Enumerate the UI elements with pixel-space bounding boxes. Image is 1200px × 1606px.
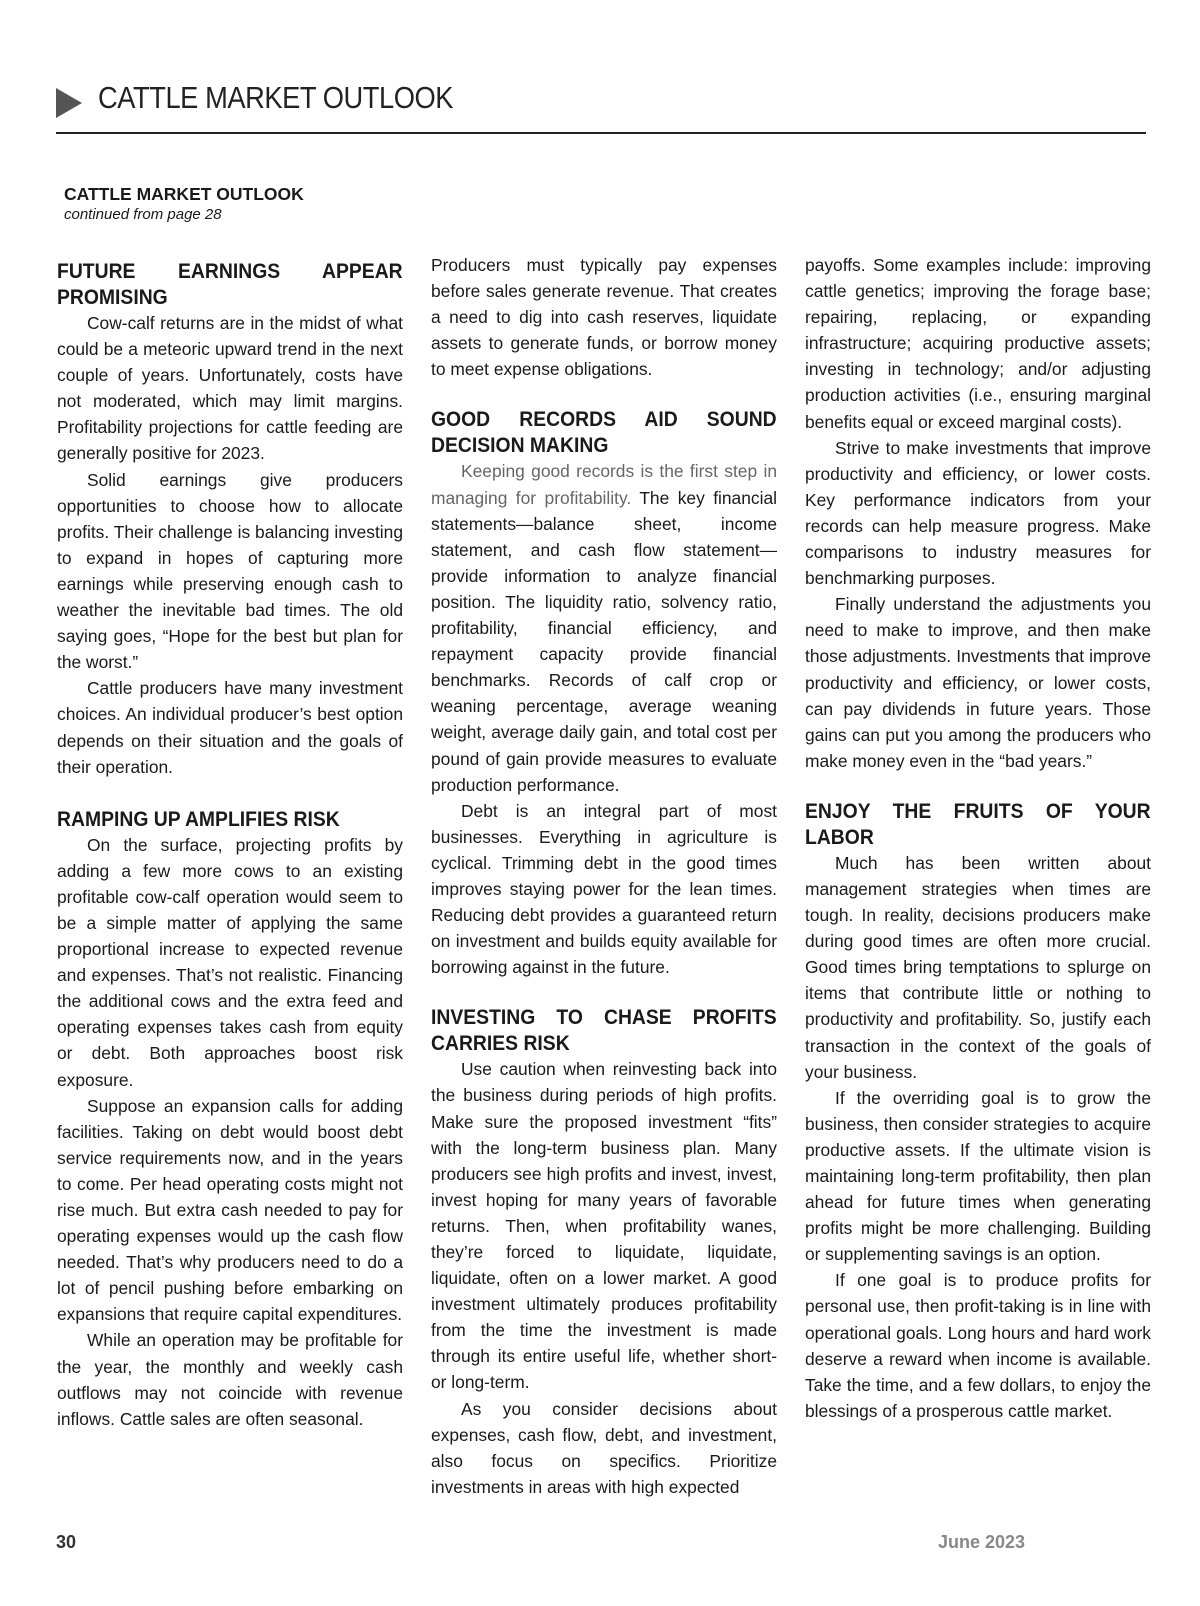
paragraph: As you consider decisions about expenses, cash flow, debt, and investment, also focus on specifics. Prioritize investments in areas with high expected (431, 1398, 777, 1497)
triangle-bullet-icon (56, 88, 82, 118)
continued-page-ref: continued from page 28 (64, 206, 222, 223)
continued-note (64, 184, 304, 223)
heading-investing-risk: INVESTING TO CHASE PROFITS CARRIES RISK (431, 1005, 777, 1056)
heading-future-earnings: FUTURE EARNINGS APPEAR PROMISING (57, 259, 403, 309)
section-title: CATTLE MARKET OUTLOOK (98, 80, 454, 115)
heading-good-records: GOOD RECORDS AID SOUND DECISION MAKING (431, 407, 777, 458)
continued-heading: CATTLE MARKET OUTLOOK (64, 184, 304, 204)
highlighted-sentence: Keeping good records is the first step in managing for profitability. (431, 461, 777, 508)
page-number: 30 (56, 1532, 77, 1552)
paragraph-rest: The key financial statements—balance sheet, income statement, and cash flow statement—provide information to analyze financial position. The liquidity ratio, solvency ratio, profitability, financial efficiency, and repayment capacity provide financial benchmarks. Records of calf crop or weaning percentage, average weaning weight, average daily gain, and total cost per pound of gain provide measures to evaluate production performance. (431, 487, 777, 795)
paragraph: Debt is an integral part of most businesses. Everything in agriculture is cyclical. Trimming debt in the good times improves staying power for the lean times. Reducing debt provides a guaranteed return on investment and builds equity available for borrowing against in the future. (431, 800, 777, 978)
paragraph: payoffs. Some examples include: improving cattle genetics; improving the forage base; repairing, replacing, or expanding infrastructure; acquiring productive assets; investing in technology; and/or adjusting production activities (i.e., ensuring marginal benefits equal or exceed marginal costs). (805, 255, 1151, 432)
heading-enjoy-fruits: ENJOY THE FRUITS OF YOUR LABOR (805, 798, 1151, 849)
issue-date: June 2023 (938, 1532, 1026, 1552)
column-3 (805, 252, 1151, 1424)
paragraph (431, 458, 777, 797)
column-1 (57, 258, 403, 1432)
page-header (56, 78, 1146, 134)
paragraph: Much has been written about management strategies when times are tough. In reality, decisions producers make during good times are often more crucial. Good times bring temptations to splurge on items that contribute little or nothing to productivity and profitability. So, justify each transaction in the context of the goals of your business. (805, 852, 1151, 1082)
paragraph: If the overriding goal is to grow the business, then consider strategies to acquire productive assets. If the ultimate vision is maintaining long-term profitability, then plan ahead for future times when generating profits might be more challenging. Building or supplementing savings is an option. (805, 1087, 1151, 1265)
paragraph: Cattle producers have many investment choices. An individual producer’s best option depends on their situation and the goals of their operation. (57, 678, 403, 777)
paragraph: Finally understand the adjustments you need to make to improve, and then make those adjustments. Investments that improve productivity and efficiency, or lower costs, can pay dividends in future years. Those gains can put you among the producers who make money even in the “bad years.” (805, 594, 1151, 771)
paragraph: Suppose an expansion calls for adding facilities. Taking on debt would boost debt service requirements now, and in the years to come. Per head operating costs might not rise much. But extra cash needed to pay for operating expenses would up the cash flow needed. That’s why producers need to do a lot of pencil pushing before embarking on expansions that require capital expenditures. (57, 1095, 403, 1325)
paragraph: If one goal is to produce profits for personal use, then profit-taking is in line with operational goals. Long hours and hard work deserve a reward when income is available. Take the time, and a few dollars, to enjoy the blessings of a prosperous cattle market. (805, 1270, 1151, 1421)
paragraph: Strive to make investments that improve productivity and efficiency, or lower costs. Key performance indicators from your records can help measure progress. Make comparisons to industry measures for benchmarking purposes. (805, 437, 1151, 589)
paragraph: Producers must typically pay expenses before sales generate revenue. That creates a need to dig into cash reserves, liquidate assets to generate funds, or borrow money to meet expense obligations. (431, 255, 777, 380)
paragraph: Cow-calf returns are in the midst of what could be a meteoric upward trend in the next couple of years. Unfortunately, costs have not moderated, which may limit margins. Profitability projections for cattle feeding are generally positive for 2023. (57, 313, 403, 464)
paragraph: Solid earnings give producers opportunities to choose how to allocate profits. Their challenge is balancing investing to expand in hopes of capturing more earnings while preserving enough cash to weather the inevitable bad times. The old saying goes, “Hope for the best but plan for the worst.” (57, 469, 403, 673)
heading-ramping-up: RAMPING UP AMPLIFIES RISK (57, 806, 340, 831)
column-2 (431, 252, 777, 1500)
paragraph: On the surface, projecting profits by adding a few more cows to an existing profitable cow-calf operation would seem to be a simple matter of applying the same proportional increase to expected revenue and expenses. That’s not realistic. Financing the additional cows and the extra feed and operating expenses takes cash from equity or debt. Both approaches boost risk exposure. (57, 834, 403, 1090)
paragraph: Use caution when reinvesting back into the business during periods of high profits. Make sure the proposed investment “fits” with the long-term business plan. Many producers see high profits and invest, invest, invest hoping for many years of favorable returns. Then, when profitability wanes, they’re forced to liquidate, liquidate, liquidate, often on a lower market. A good investment ultimately produces profitability from the time the investment is made through its entire useful life, whether short- or long-term. (431, 1059, 777, 1393)
paragraph: While an operation may be profitable for the year, the monthly and weekly cash outflows may not coincide with revenue inflows. Cattle sales are often seasonal. (57, 1330, 403, 1429)
